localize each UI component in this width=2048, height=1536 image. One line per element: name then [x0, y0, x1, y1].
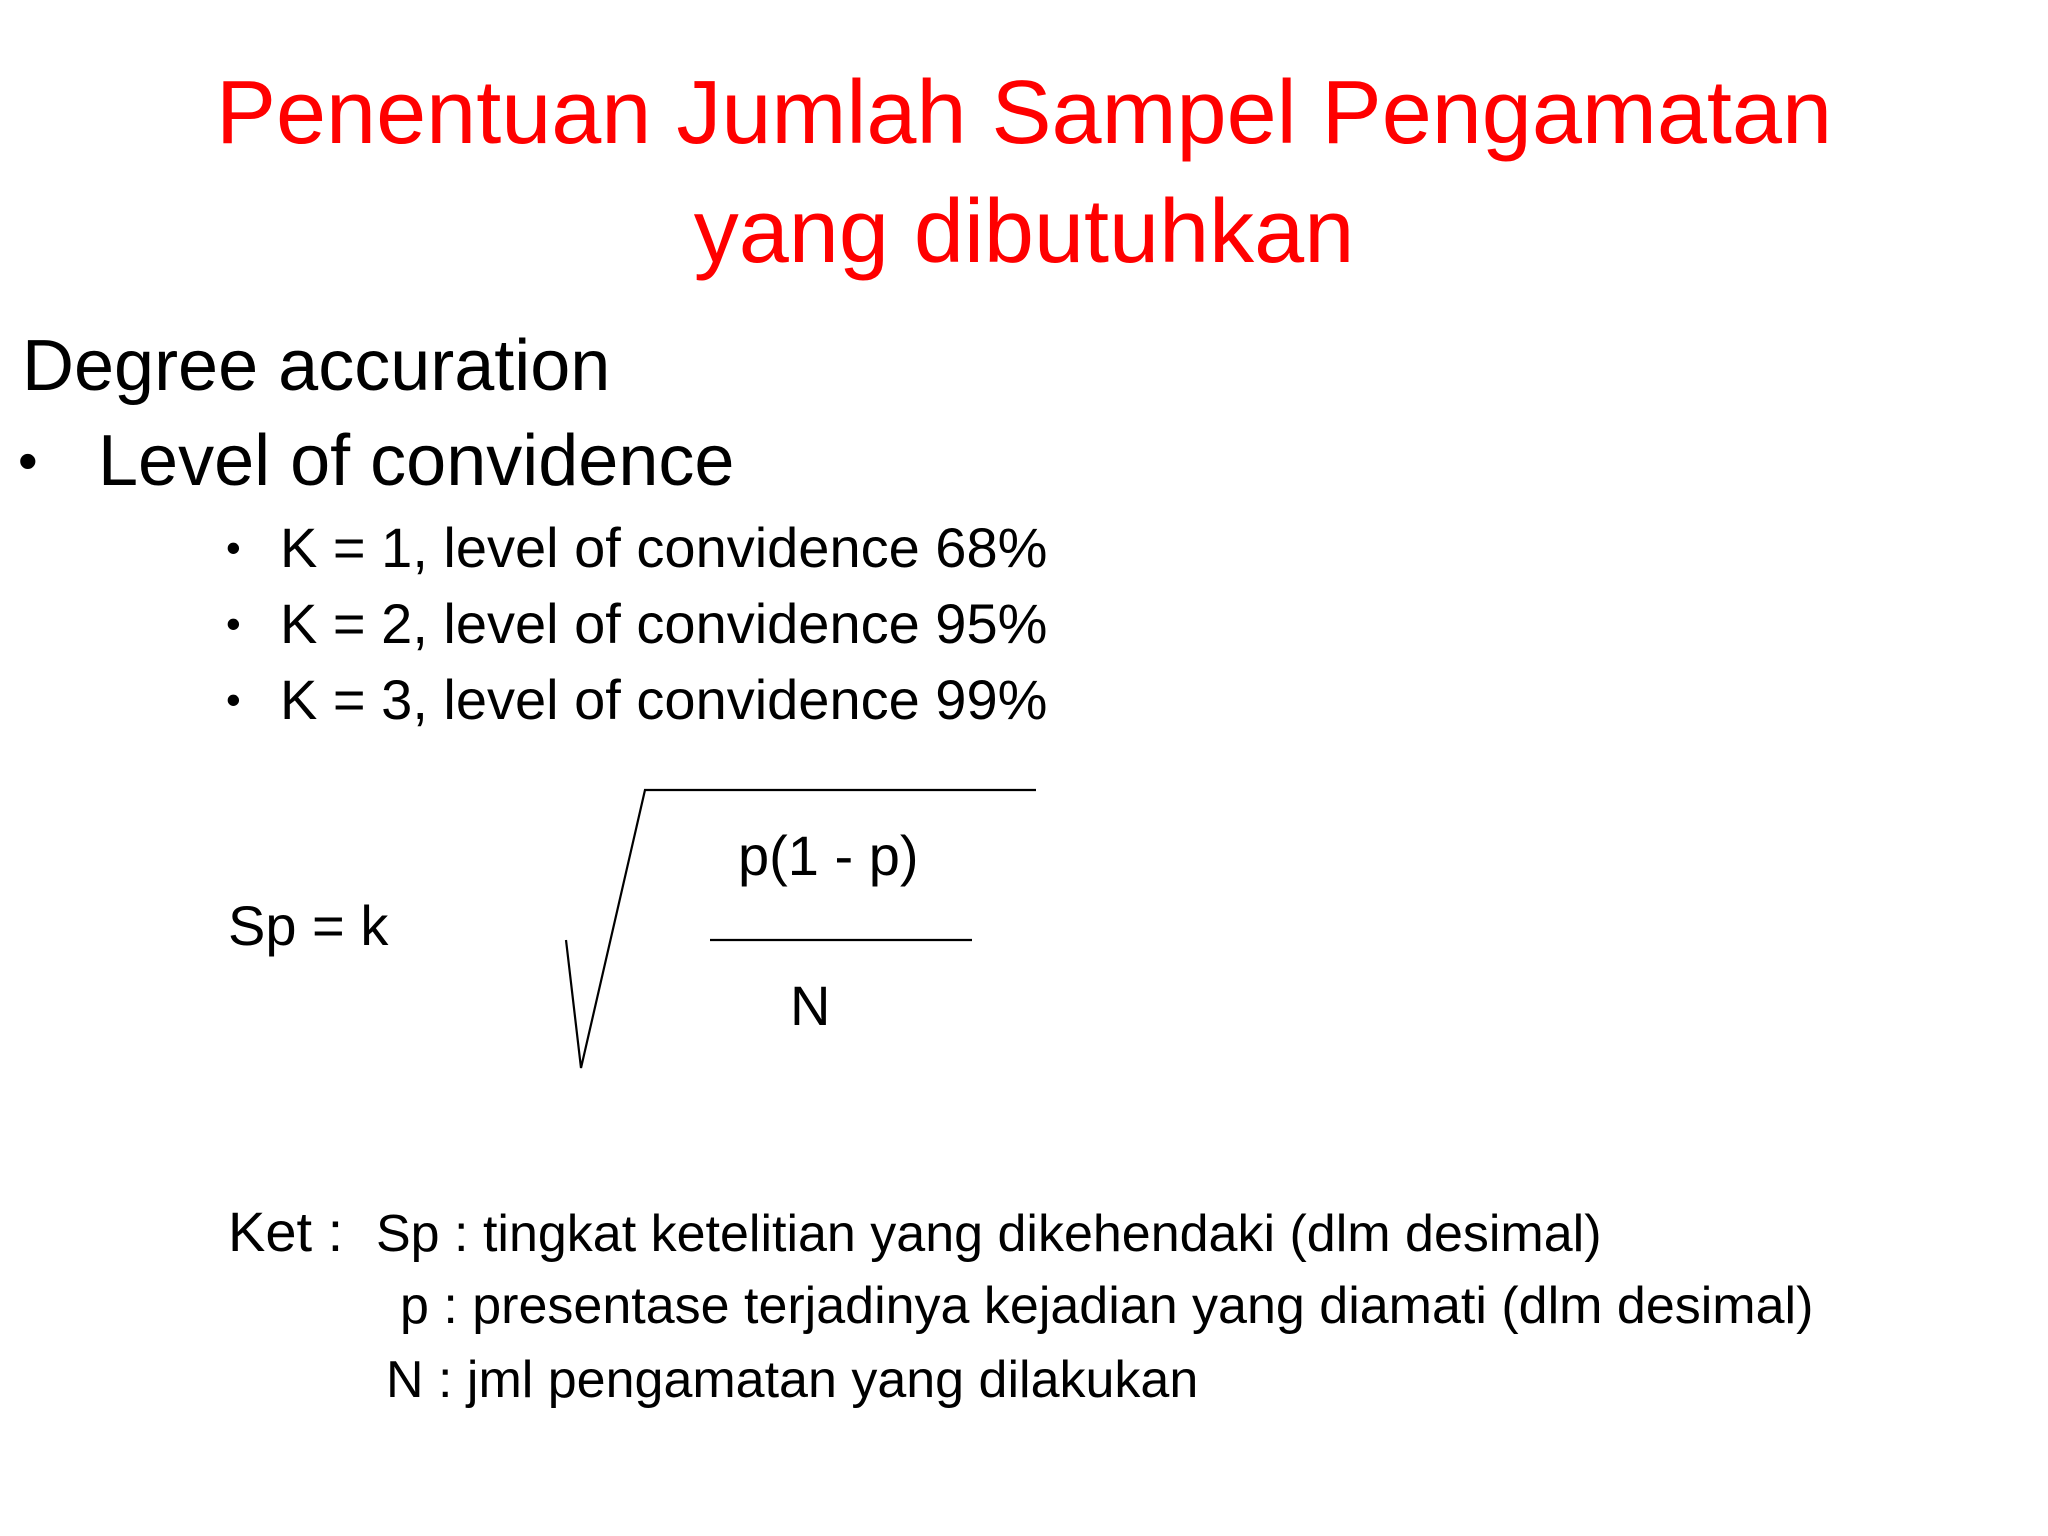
sub-bullet-text: K = 1, level of convidence 68% — [280, 516, 1048, 579]
ket-line: N : jml pengamatan yang dilakukan — [386, 1351, 1199, 1409]
formula-denominator: N — [790, 974, 831, 1037]
formula-numerator: p(1 - p) — [738, 824, 919, 887]
slide-title-line-1: Penentuan Jumlah Sampel Pengamatan — [215, 63, 1833, 163]
bullet-text: Level of convidence — [98, 421, 735, 501]
formula-lhs: Sp = k — [228, 894, 389, 957]
ket-line: Sp : tingkat ketelitian yang dikehendaki (dlm desimal) — [376, 1205, 1602, 1263]
bullet-icon: • — [226, 524, 241, 571]
sub-bullet-text: K = 2, level of convidence 95% — [280, 592, 1048, 655]
bullet-icon: • — [18, 429, 38, 492]
section-heading: Degree accuration — [22, 326, 611, 406]
slide-title-line-2: yang dibutuhkan — [693, 182, 1355, 282]
ket-line: p : presentase terjadinya kejadian yang diamati (dlm desimal) — [400, 1277, 1814, 1335]
ket-label: Ket : — [228, 1200, 344, 1263]
bullet-icon: • — [226, 600, 241, 647]
sub-bullet-text: K = 3, level of convidence 99% — [280, 668, 1048, 731]
bullet-icon: • — [226, 676, 241, 723]
